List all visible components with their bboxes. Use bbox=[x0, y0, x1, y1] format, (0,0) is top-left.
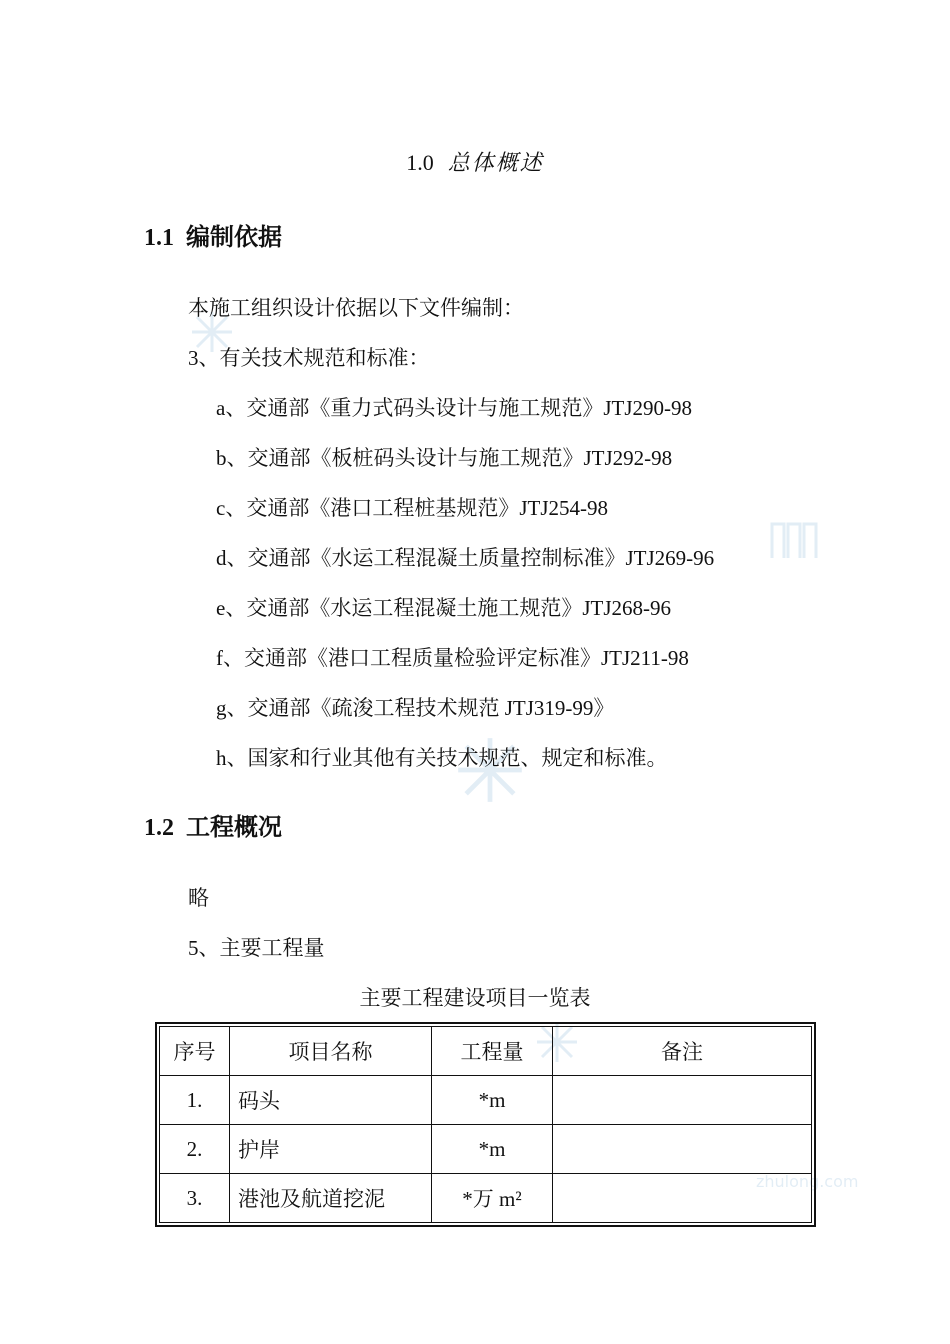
section-title: 编制依据 bbox=[186, 223, 282, 251]
table-cell: *m bbox=[432, 1125, 553, 1174]
column-header: 项目名称 bbox=[230, 1027, 432, 1076]
standard-item: e、交通部《水运工程混凝土施工规范》JTJ268-96 bbox=[216, 596, 671, 620]
overview-text: 略 bbox=[188, 886, 209, 910]
table-header-row bbox=[160, 1027, 812, 1076]
section-title: 工程概况 bbox=[186, 813, 282, 841]
table-cell: 护岸 bbox=[230, 1125, 432, 1174]
column-header: 工程量 bbox=[432, 1027, 553, 1076]
title-number: 1.0 bbox=[406, 150, 434, 175]
standard-item: h、国家和行业其他有关技术规范、规定和标准。 bbox=[216, 746, 668, 770]
list-item: 5、主要工程量 bbox=[188, 936, 325, 960]
table-cell: 1. bbox=[160, 1076, 230, 1125]
section-number: 1.2 bbox=[144, 815, 174, 841]
table-caption: 主要工程建设项目一览表 bbox=[359, 986, 591, 1010]
title-text: 总体概述 bbox=[447, 151, 544, 176]
column-header: 备注 bbox=[553, 1027, 812, 1076]
column-header: 序号 bbox=[160, 1027, 230, 1076]
table-cell: 港池及航道挖泥 bbox=[230, 1174, 432, 1223]
standard-item: f、交通部《港口工程质量检验评定标准》JTJ211-98 bbox=[216, 646, 689, 670]
watermark-text: zhulong.com bbox=[756, 1172, 859, 1191]
table-cell bbox=[553, 1125, 812, 1174]
page-title bbox=[0, 146, 950, 177]
table-cell bbox=[553, 1076, 812, 1125]
projects-table bbox=[155, 1022, 816, 1227]
table-cell: 3. bbox=[160, 1174, 230, 1223]
table-row bbox=[160, 1174, 812, 1223]
standard-item: c、交通部《港口工程桩基规范》JTJ254-98 bbox=[216, 496, 608, 520]
standard-item: d、交通部《水运工程混凝土质量控制标准》JTJ269-96 bbox=[216, 546, 715, 570]
table-row bbox=[160, 1125, 812, 1174]
standard-item: g、交通部《疏浚工程技术规范 JTJ319-99》 bbox=[216, 696, 615, 720]
table-row bbox=[160, 1076, 812, 1125]
section-number: 1.1 bbox=[144, 225, 174, 251]
table-cell: *m bbox=[432, 1076, 553, 1125]
section-heading-basis bbox=[144, 217, 282, 252]
standard-item: b、交通部《板桩码头设计与施工规范》JTJ292-98 bbox=[216, 446, 673, 470]
table-cell: *万 m² bbox=[432, 1174, 553, 1223]
watermark-logo-icon bbox=[768, 518, 820, 560]
intro-paragraph: 本施工组织设计依据以下文件编制： bbox=[188, 296, 524, 320]
standard-item: a、交通部《重力式码头设计与施工规范》JTJ290-98 bbox=[216, 396, 692, 420]
table-cell bbox=[553, 1174, 812, 1223]
list-item: 3、有关技术规范和标准： bbox=[188, 346, 430, 370]
table-cell: 2. bbox=[160, 1125, 230, 1174]
section-heading-overview bbox=[144, 807, 282, 842]
table-cell: 码头 bbox=[230, 1076, 432, 1125]
